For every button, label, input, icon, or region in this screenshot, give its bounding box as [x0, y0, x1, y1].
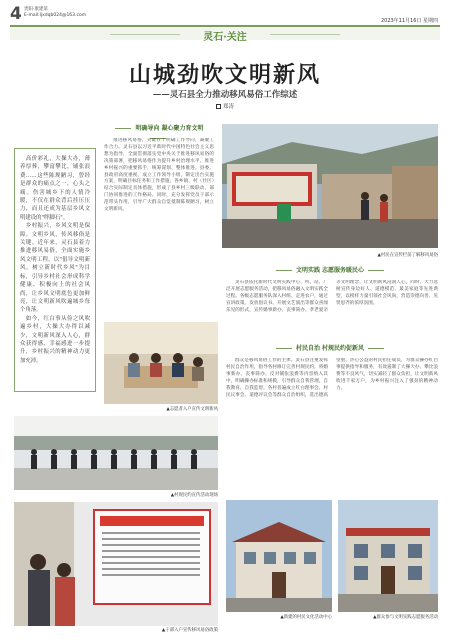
- section3-heading: 村民自治 村规民约促新风: [230, 344, 430, 354]
- photo-street-scene: [222, 124, 438, 248]
- section3-body: 群众是移风易俗工作的主体。灵石县注重发挥村民自治作用，指导各村修订完善村规民约，将婚事新办、丧事简办、反对铺张浪费等内容纳入其中，明确操办标准和规模，引导群众自我管理、自我教育、自我监督。各村普遍成立红白理事会、村民议事会、道德评议会等群众自治组织，选出德高望重、热心公益的村民担任成员，为群众操办红白事提供指导和服务，有效遏制了大操大办、攀比浪费等不良风气，切实减轻了群众负担，让文明新风吹进千家万户，为乡村振兴注入了强劲的精神动力。: [226, 358, 438, 398]
- photo-caption-5: ▲新建的村民文化活动中心: [280, 615, 332, 620]
- article-subtitle: ——灵石县全力推动移风易俗工作综述: [152, 90, 298, 100]
- intro-box: [14, 148, 96, 392]
- page-number: 4: [10, 4, 22, 24]
- page-header: [0, 0, 450, 44]
- photo-caption-1: ▲村民在宣传栏前了解移风易俗: [377, 253, 438, 258]
- paper-name: 贵阳·康建第: [24, 7, 48, 12]
- section2-heading: 文明实践 志愿服务暖民心: [230, 266, 430, 276]
- photo-volunteers: [14, 502, 218, 626]
- section2-body: 灵石县依托新时代文明实践中心、所、站，广泛开展志愿服务活动，把移风易俗融入文明实践全过程。各级志愿服务队深入村组、走进农户，通过宣讲政策、发放倡议书、开展文艺演出等群众喜闻乐见的形式，宣传婚事新办、丧事简办、孝老爱亲等文明理念，让文明新风浸润人心。同时，大力选树宣传身边好人、道德模范、最美家庭等先进典型，以榜样力量引领社会风尚，营造崇德向善、见贤思齐的浓厚氛围。: [226, 280, 438, 313]
- photo-caption-3: ▲村规民约宣传活动现场: [170, 493, 218, 498]
- section-name: 灵石·关注: [203, 32, 247, 43]
- photo-caption-6: ▲干部入户宣传移风易俗政策: [161, 628, 218, 633]
- photo-activity-center: [338, 500, 438, 612]
- photo-caption-4: ▲群众参与文明实践志愿服务活动: [373, 615, 438, 620]
- section1-body: 推进移风易俗，关键在于明确工作导向，凝聚工作合力。灵石县以习近平新时代中国特色社会主义思想为指导，全面贯彻落实党中央关于推进移风易俗的决策部署，把移风易俗作为提升乡村治理水平、推进乡村振兴的重要抓手，统筹谋划、整体推进。县委、县政府高度重视，成立工作领导小组，制定出台实施方案，明确目标任务和工作措施，各乡镇、村（社区）结合实际制定具体措施，形成了县乡村三级联动、部门协同推进的工作格局。同时，充分发挥党员干部示范带头作用，引导广大群众自觉抵制陈规陋习，树立文明新风。: [104, 138, 214, 213]
- issue-date: 2023年11月16日 星期四: [380, 18, 438, 24]
- email: E-mail:ljxdqb024@163.com: [24, 13, 87, 18]
- photo-building: [226, 500, 332, 612]
- intro-text: 高价彩礼，大操大办，薄养厚葬，攀富攀比，铺张浪费……这些陈规陋习，曾经是群众的痛点之一，心头之痛。伤害城乡下的人情冷暖，不仅在群众背后挂压压力，而且还成为基层乡风文明建设的"绊脚石"。 乡村振兴，乡风文明是保障。文明乡风，传风移俗是关键。近年来，灵石县着力推进移风易俗，全面实施乡风文明工程，以"倡导文明新风，树立新时代乡风"为目标，引导乡村社会形成科学健康、积极向上的社会风尚，让乡风文明底色更加鲜亮，让文明新风吹遍城乡每个角落。 如今，红白事从俭之风吹遍乡村，大操大办得以减少，文明新风深入人心，群众获得感、幸福感进一步提升，乡村振兴的精神动力更加充沛。: [20, 156, 90, 364]
- photo-caption-2: ▲志愿者入户宣传文明新风: [166, 407, 218, 412]
- decor-line-right: [270, 34, 340, 35]
- photo-outdoor-crowd: [14, 416, 218, 490]
- byline: [0, 102, 450, 110]
- byline-box-icon: [216, 104, 221, 109]
- photo-meeting: [104, 322, 218, 404]
- author: 郑涛: [222, 104, 234, 110]
- section1-heading: 明确导向 凝心聚力育文明: [100, 124, 215, 134]
- article-title: 山城劲吹文明新风: [128, 62, 321, 88]
- decor-line-left: [110, 34, 180, 35]
